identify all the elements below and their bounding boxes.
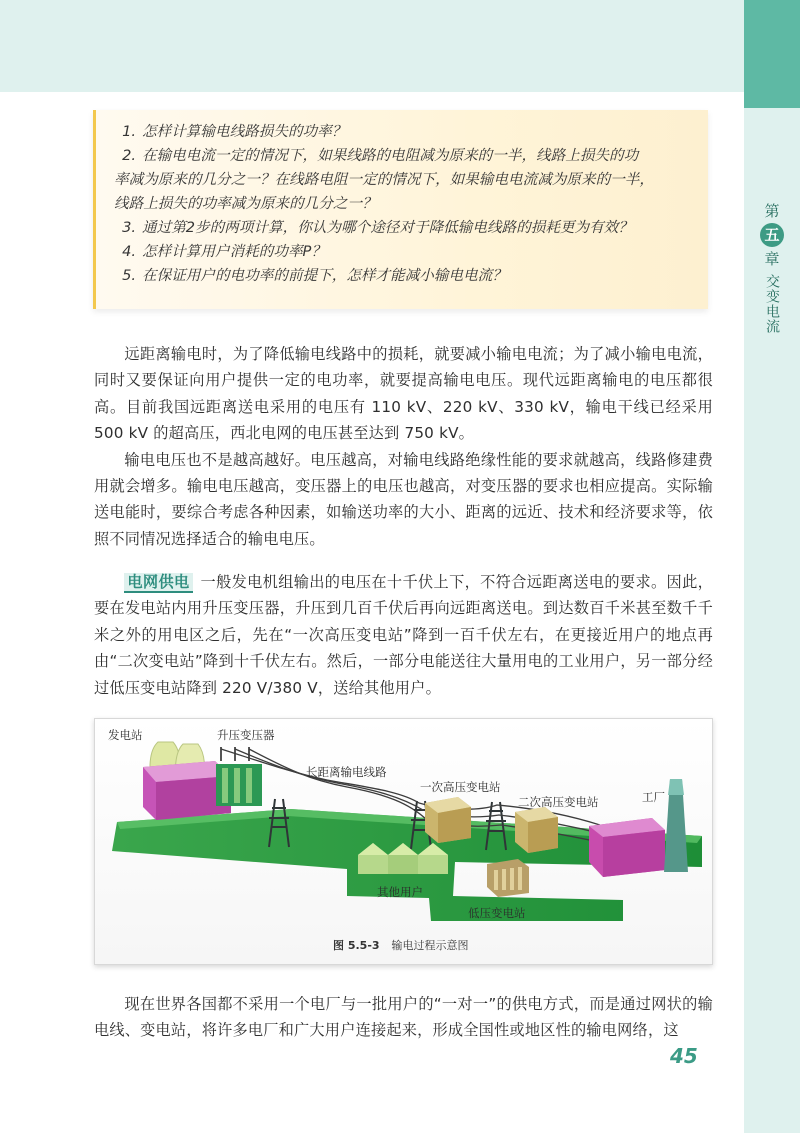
- other-users-icon: [358, 843, 448, 874]
- question-line: 在保证用户的电功率的前提下，怎样才能减小输电电流？: [142, 267, 507, 284]
- secondary-substation-icon: [515, 807, 558, 853]
- question-number: 1.: [122, 123, 136, 140]
- question-2-line-1: [114, 144, 690, 168]
- discussion-questions-box: [93, 110, 708, 309]
- figure-caption-number: 图 5.5-3: [333, 939, 380, 952]
- power-transmission-figure: [94, 718, 713, 965]
- question-2-line-2: [114, 168, 690, 192]
- question-2-line-3: [114, 192, 690, 216]
- label-long-distance-line: 长距离输电线路: [306, 765, 387, 779]
- top-decorative-band: [0, 0, 744, 92]
- question-5: [114, 264, 690, 288]
- question-line: 在输电电流一定的情况下，如果线路的电阻减为原来的一半，线路上损失的功: [142, 147, 639, 164]
- grid-supply-text: 一般发电机组输出的电压在十千伏上下，不符合远距离送电的要求。因此，要在发电站内用升压变压器，升压到几百千伏后再向远距离送电。到达数百千米甚至数千千米之外的用电区之后，先在“一次高压变电站”降到一百千伏左右，在更接近用户的地点再由“二次变电站”降到十千伏左右。然后，一部分电能送往大量用电的工业用户，另一部分经过低压变电站降到 220 V/380 V，送给其他用户。: [94, 573, 713, 697]
- chapter-tab: [752, 202, 792, 338]
- label-primary-substation: 一次高压变电站: [420, 780, 501, 794]
- question-number: 4.: [122, 243, 136, 260]
- figure-caption: [333, 937, 469, 953]
- label-factory: 工厂: [642, 790, 665, 804]
- transmission-diagram: [95, 719, 712, 964]
- question-line: 怎样计算用户消耗的功率P？: [142, 243, 326, 260]
- low-voltage-substation-icon: [487, 859, 529, 897]
- paragraph-grid-network: 现在世界各国都不采用一个电厂与一批用户的“一对一”的供电方式，而是通过网状的输电线、变电站，将许多电厂和广大用户连接起来，形成全国性或地区性的输电网络，这: [94, 995, 713, 1040]
- question-line: 线路上损失的功率减为原来的几分之一？: [114, 195, 377, 212]
- label-low-voltage-substation: 低压变电站: [468, 906, 526, 920]
- chapter-suffix: 章: [764, 250, 780, 268]
- label-power-station: 发电站: [108, 728, 143, 742]
- paragraph-voltage-selection: 输电电压也不是越高越好。电压越高，对输电线路绝缘性能的要求就越高，线路修建费用就会增多。输电电压越高，变压器上的电压也越高，对变压器的要求也相应提高。实际输送电能时，要综合考虑各种因素，如输送功率的大小、距离的远近、技术和经济要求等，依照不同情况选择适合的输电电压。: [94, 450, 713, 548]
- chapter-title: 交变电流: [764, 274, 780, 334]
- right-band-top-color: [744, 0, 800, 108]
- paragraph-long-distance-transmission: 远距离输电时，为了降低输电线路中的损耗，就要减小输电电流；为了减小输电电流，同时又要保证向用户提供一定的电功率，就要提高输电电压。现代远距离输电的电压都很高。目前我国远距离送电采用的电压有 110 kV、220 kV、330 kV，输电干线已经采用 500 kV 的超高压，西北电网的电压甚至达到 750 kV。: [94, 345, 713, 443]
- body-text-lower: [94, 991, 713, 1044]
- question-number: 5.: [122, 267, 136, 284]
- question-3: [114, 216, 690, 240]
- question-1: [114, 120, 690, 144]
- chapter-number: 五: [760, 223, 784, 247]
- section-title: 电网供电: [124, 573, 192, 593]
- primary-substation-icon: [425, 797, 471, 843]
- right-chapter-band: [744, 0, 800, 1133]
- question-4: [114, 240, 690, 264]
- question-line: 通过第2步的两项计算，你认为哪个途径对于降低输电线路的损耗更为有效？: [142, 219, 633, 236]
- label-secondary-substation: 二次高压变电站: [518, 795, 599, 809]
- body-text-upper: [94, 341, 713, 552]
- paragraph-grid-supply: [94, 569, 713, 701]
- body-text-grid-supply: [94, 569, 713, 701]
- label-step-up-transformer: 升压变压器: [217, 728, 275, 742]
- question-line: 怎样计算输电线路损失的功率？: [142, 123, 347, 140]
- question-number: 3.: [122, 219, 136, 236]
- question-number: 2.: [122, 147, 136, 164]
- page-number: 45: [670, 1044, 698, 1068]
- question-line: 率减为原来的几分之一？在线路电阻一定的情况下，如果输电电流减为原来的一半，: [114, 171, 654, 188]
- label-other-users: 其他用户: [377, 885, 423, 899]
- chapter-prefix: 第: [764, 202, 780, 220]
- figure-caption-text: 输电过程示意图: [391, 939, 469, 952]
